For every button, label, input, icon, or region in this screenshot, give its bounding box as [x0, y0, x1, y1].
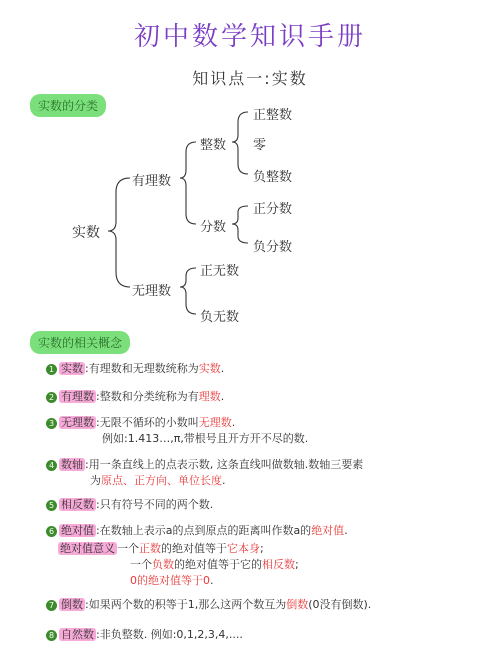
tree-neg-frac-label: 负分数	[253, 240, 293, 255]
tree-pos-int-label: 正整数	[253, 108, 293, 123]
concept-term: 绝对值	[61, 524, 94, 537]
page-title: 初中数学知识手册	[133, 22, 366, 52]
concept-keyword: 倒数	[286, 598, 309, 611]
item-number: 1	[46, 364, 57, 375]
concept-keyword: 它本身	[227, 542, 260, 555]
section-tag-concepts: 实数的相关概念	[30, 331, 130, 354]
tree-pos-frac-label: 正分数	[253, 202, 293, 217]
concept-example-line: 例如:1.413…,π,带根号且开方开不尽的数.	[102, 432, 309, 445]
concept-keyword: 无理数	[198, 416, 232, 429]
tree-neg-irr-label: 负无数	[200, 310, 240, 325]
concept-item	[46, 416, 235, 430]
concept-term: 有理数	[61, 390, 94, 403]
item-number: 8	[46, 630, 57, 641]
concept-item	[46, 458, 363, 472]
tree-neg-int-label: 负整数	[253, 170, 293, 185]
concept-item	[46, 390, 224, 404]
bracket-fraction	[232, 206, 248, 243]
bracket-root	[108, 178, 130, 287]
concept-item	[46, 524, 348, 538]
item-number: 3	[46, 418, 57, 429]
concept-keyword: 理数	[198, 390, 221, 403]
concept-end: .	[220, 390, 225, 403]
concept-end: .	[344, 524, 348, 537]
item-number: 5	[46, 500, 57, 511]
section-tag-classification: 实数的分类	[30, 94, 106, 117]
concept-text: 为	[90, 474, 101, 487]
concept-term: 倒数	[61, 598, 83, 611]
concept-text: :非负整数. 例如:0,1,2,3,4,....	[96, 628, 243, 641]
concept-subterm: 绝对值意义	[60, 542, 115, 555]
concept-continuation-line	[90, 474, 226, 488]
bracket-irrational	[180, 268, 196, 314]
concept-text: :有理数和无理数统称为	[85, 362, 199, 375]
concept-item	[46, 498, 213, 512]
tree-rational-label: 有理数	[132, 174, 172, 189]
concept-text: :只有符号不同的两个数.	[96, 498, 214, 511]
concept-item	[46, 598, 371, 612]
bracket-integer	[232, 112, 248, 174]
tree-fraction-label: 分数	[200, 220, 227, 235]
tree-zero-label: 零	[253, 138, 267, 153]
concept-keyword: 绝对值	[311, 524, 345, 537]
concept-end: ;	[260, 542, 264, 555]
item-number: 6	[46, 526, 57, 537]
concept-term: 无理数	[61, 416, 94, 429]
concept-end: .	[222, 474, 226, 487]
item-number: 2	[46, 392, 57, 403]
concept-term: 数轴	[61, 458, 83, 471]
concept-text: :用一条直线上的点表示数, 这条直线叫做数轴.数轴三要素	[85, 458, 364, 471]
tree-integer-label: 整数	[200, 138, 227, 153]
tree-irrational-label: 无理数	[132, 284, 172, 299]
concept-text: :在数轴上表示a的点到原点的距离叫作数a的	[96, 524, 312, 537]
concept-item	[46, 362, 224, 376]
concept-sub-line	[130, 558, 299, 572]
concept-end: (0没有倒数).	[308, 598, 372, 611]
concept-end: .	[220, 362, 225, 375]
concept-sub-line	[58, 542, 264, 556]
concept-end: .	[210, 574, 214, 587]
concept-text: 的绝对值等于	[161, 542, 227, 555]
tree-root-label: 实数	[72, 225, 100, 241]
tree-pos-irr-label: 正无数	[200, 264, 240, 279]
concept-text: :无限不循环的小数叫	[96, 416, 199, 429]
concept-keyword: 原点、正方向、单位长度	[101, 474, 222, 487]
concept-keyword: 负数	[152, 558, 174, 571]
concept-term: 实数	[61, 362, 83, 375]
item-number: 4	[46, 460, 57, 471]
concept-end: ;	[295, 558, 299, 571]
concept-term: 自然数	[61, 628, 94, 641]
concept-text: :整数和分类统称为有	[96, 390, 199, 403]
concept-keyword: 0的绝对值等于0	[130, 574, 210, 587]
concept-sub-line	[130, 574, 214, 588]
concept-term: 相反数	[61, 498, 94, 511]
concept-keyword: 实数	[198, 362, 221, 375]
item-number: 7	[46, 600, 57, 611]
concept-end: .	[231, 416, 236, 429]
concept-text: 一个	[130, 558, 152, 571]
concept-keyword: 正数	[139, 542, 161, 555]
concept-text: 的绝对值等于它的	[174, 558, 262, 571]
bracket-rational	[180, 142, 196, 224]
page-subtitle: 知识点一:实数	[192, 69, 308, 88]
concept-keyword: 相反数	[262, 558, 295, 571]
concept-text: :如果两个数的积等于1,那么这两个数互为	[85, 598, 287, 611]
concept-text: 一个	[117, 542, 139, 555]
concept-item	[46, 628, 243, 642]
